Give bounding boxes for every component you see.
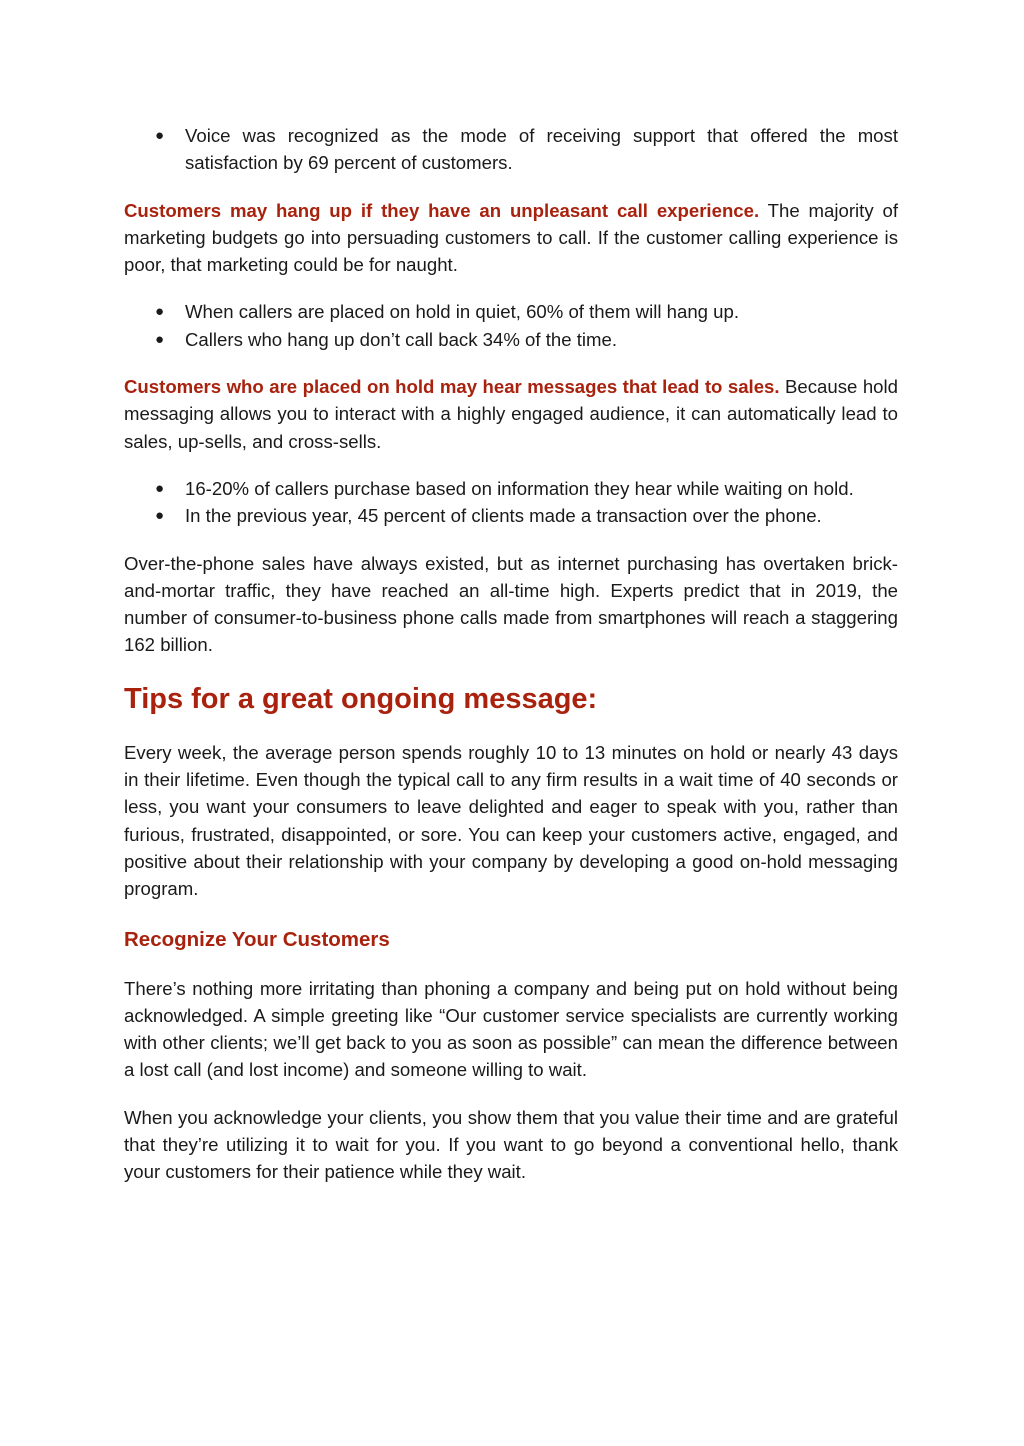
list-item: [124, 502, 898, 529]
list-item-text: When callers are placed on hold in quiet, 60% of them will hang up.: [185, 301, 740, 323]
paragraph-irritating: There’s nothing more irritating than phoning a company and being put on hold without being acknowledged. A simple greeting like “Our customer service specialists are currently working with other clients; we’ll get back to you as soon as possible” can mean the difference between a lost call (and lost income) and someone willing to wait.: [124, 977, 898, 1081]
bullet-icon: ●: [155, 479, 165, 497]
document-page: [124, 122, 898, 1186]
bullet-icon: ●: [155, 330, 165, 348]
list-item-text: 16-20% of callers purchase based on information they hear while waiting on hold.: [185, 477, 854, 499]
paragraph-lead: Customers who are placed on hold may hear messages that lead to sales.: [124, 376, 780, 398]
list-item: [124, 122, 898, 177]
list-item-text: In the previous year, 45 percent of clients made a transaction over the phone.: [185, 505, 822, 527]
list-item: [124, 326, 898, 353]
paragraph-acknowledge: When you acknowledge your clients, you show them that you value their time and are grateful that they’re utilizing it to wait for you. If you want to go beyond a conventional hello, thank your customers for their patience while they wait.: [124, 1106, 898, 1183]
list-item-text: Voice was recognized as the mode of receiving support that offered the most satisfaction by 69 percent of customers.: [185, 125, 898, 174]
heading-tips: Tips for a great ongoing message:: [124, 682, 598, 715]
paragraph-lead: Customers may hang up if they have an unpleasant call experience.: [124, 199, 760, 221]
list-item: [124, 475, 898, 502]
paragraph-on-hold-time: Every week, the average person spends roughly 10 to 13 minutes on hold or nearly 43 days in their lifetime. Even though the typical call to any firm results in a wait time of 40 seconds or less, you want your consumers to leave delighted and eager to speak with you, rather than furious, frustrated, disappointed, or sore. You can keep your customers active, engaged, and positive about their relationship with your company by developing a good on-hold messaging program.: [124, 741, 898, 900]
list-item-text: Callers who hang up don’t call back 34% of the time.: [185, 328, 618, 350]
heading-recognize-customers: Recognize Your Customers: [124, 927, 390, 951]
paragraph-hang-up: [124, 197, 898, 279]
paragraph-text: The majority of marketing budgets go into persuading customers to call. If the customer calling experience is poor, that marketing could be for naught.: [124, 199, 899, 276]
list-item: [124, 298, 898, 325]
bullet-icon: ●: [155, 303, 165, 321]
bullet-icon: ●: [155, 507, 165, 525]
bullet-list-voice: [124, 122, 898, 177]
bullet-icon: ●: [155, 127, 165, 144]
paragraph-hold-sales: [124, 373, 898, 455]
paragraph-phone-sales: Over-the-phone sales have always existed, but as internet purchasing has overtaken brick-and-mortar traffic, they have reached an all-time high. Experts predict that in 2019, the number of consumer-to-business phone calls made from smartphones will reach a staggering 162 billion.: [124, 552, 898, 656]
bullet-list-hang-up: [124, 298, 898, 353]
bullet-list-sales: [124, 475, 898, 530]
paragraph-text: Because hold messaging allows you to interact with a highly engaged audience, it can automatically lead to sales, up-sells, and cross-sells.: [124, 376, 898, 452]
